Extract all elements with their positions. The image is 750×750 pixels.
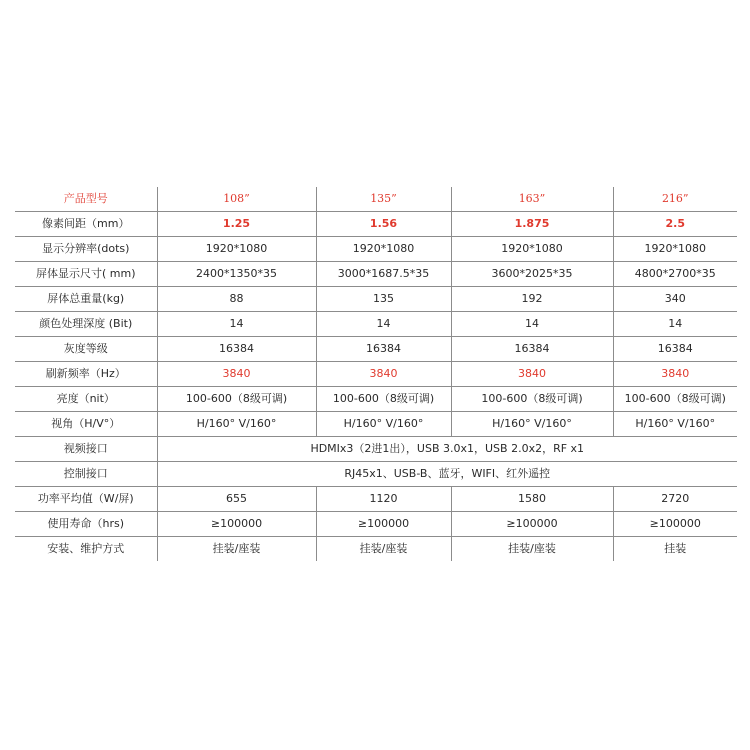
- row-value: 88: [157, 287, 316, 312]
- row-value: 3600*2025*35: [451, 262, 613, 287]
- row-value: 挂装/座装: [157, 537, 316, 562]
- row-label: 屏体总重量(kg): [15, 287, 157, 312]
- header-model-216: 216”: [613, 187, 737, 212]
- table-row: [15, 387, 737, 412]
- row-value: 135: [316, 287, 451, 312]
- header-model-108: 108”: [157, 187, 316, 212]
- spec-table: [15, 187, 737, 561]
- row-value: 100-600（8级可调): [451, 387, 613, 412]
- row-label: 控制接口: [15, 462, 157, 487]
- row-value: 100-600（8级可调): [613, 387, 737, 412]
- row-value: 100-600（8级可调): [316, 387, 451, 412]
- row-value: 2400*1350*35: [157, 262, 316, 287]
- table-row: [15, 462, 737, 487]
- row-label: 亮度（nit）: [15, 387, 157, 412]
- row-value: 3000*1687.5*35: [316, 262, 451, 287]
- row-value: 1120: [316, 487, 451, 512]
- row-value: 340: [613, 287, 737, 312]
- row-value: H/160° V/160°: [157, 412, 316, 437]
- row-value: ≥100000: [451, 512, 613, 537]
- row-value: 1920*1080: [157, 237, 316, 262]
- table-row: [15, 412, 737, 437]
- row-label: 刷新频率（Hz）: [15, 362, 157, 387]
- row-value: 3840: [451, 362, 613, 387]
- row-value: H/160° V/160°: [316, 412, 451, 437]
- row-value: 3840: [613, 362, 737, 387]
- table-row: [15, 312, 737, 337]
- row-value: 14: [451, 312, 613, 337]
- table-row: [15, 237, 737, 262]
- row-value: 挂装/座装: [316, 537, 451, 562]
- row-value: 16384: [451, 337, 613, 362]
- row-value: 3840: [157, 362, 316, 387]
- row-value: H/160° V/160°: [613, 412, 737, 437]
- table-row: [15, 362, 737, 387]
- row-label: 显示分辨率(dots): [15, 237, 157, 262]
- row-value: 16384: [613, 337, 737, 362]
- row-value: 挂装/座装: [451, 537, 613, 562]
- row-value: 1.56: [316, 212, 451, 237]
- table-row: [15, 212, 737, 237]
- table-row: [15, 512, 737, 537]
- row-value: 1920*1080: [613, 237, 737, 262]
- header-model-135: 135”: [316, 187, 451, 212]
- row-label: 视角（H/V°）: [15, 412, 157, 437]
- row-value: 3840: [316, 362, 451, 387]
- table-row: [15, 437, 737, 462]
- row-value: 14: [613, 312, 737, 337]
- row-value: 2720: [613, 487, 737, 512]
- row-value: ≥100000: [157, 512, 316, 537]
- row-label: 功率平均值（W/屏): [15, 487, 157, 512]
- row-value: 16384: [157, 337, 316, 362]
- row-value: 192: [451, 287, 613, 312]
- table-row: [15, 337, 737, 362]
- row-value: 4800*2700*35: [613, 262, 737, 287]
- row-label: 颜色处理深度 (Bit): [15, 312, 157, 337]
- row-label: 灰度等级: [15, 337, 157, 362]
- row-value: 100-600（8级可调): [157, 387, 316, 412]
- row-value: ≥100000: [613, 512, 737, 537]
- row-value: ≥100000: [316, 512, 451, 537]
- row-value: 2.5: [613, 212, 737, 237]
- row-value: 14: [157, 312, 316, 337]
- spec-table-body: [15, 187, 737, 561]
- row-merged-value: HDMIx3（2进1出），USB 3.0x1，USB 2.0x2，RF x1: [157, 437, 737, 462]
- header-label: 产品型号: [63, 192, 108, 205]
- row-label: 使用寿命（hrs): [15, 512, 157, 537]
- row-value: 655: [157, 487, 316, 512]
- row-value: 14: [316, 312, 451, 337]
- row-label: 安装、维护方式: [15, 537, 157, 562]
- row-merged-value: RJ45x1、USB-B、蓝牙，WIFI、红外遥控: [157, 462, 737, 487]
- row-value: 1920*1080: [316, 237, 451, 262]
- table-row: [15, 262, 737, 287]
- header-model-163: 163”: [451, 187, 613, 212]
- row-value: 16384: [316, 337, 451, 362]
- row-value: 挂装: [613, 537, 737, 562]
- row-value: H/160° V/160°: [451, 412, 613, 437]
- row-value: 1580: [451, 487, 613, 512]
- row-value: 1.25: [157, 212, 316, 237]
- table-row: [15, 487, 737, 512]
- row-label: 屏体显示尺寸( mm): [15, 262, 157, 287]
- table-header-row: [15, 187, 737, 212]
- table-row: [15, 287, 737, 312]
- row-value: 1920*1080: [451, 237, 613, 262]
- row-value: 1.875: [451, 212, 613, 237]
- table-row: [15, 537, 737, 562]
- row-label: 视频接口: [15, 437, 157, 462]
- row-label: 像素间距（mm）: [15, 212, 157, 237]
